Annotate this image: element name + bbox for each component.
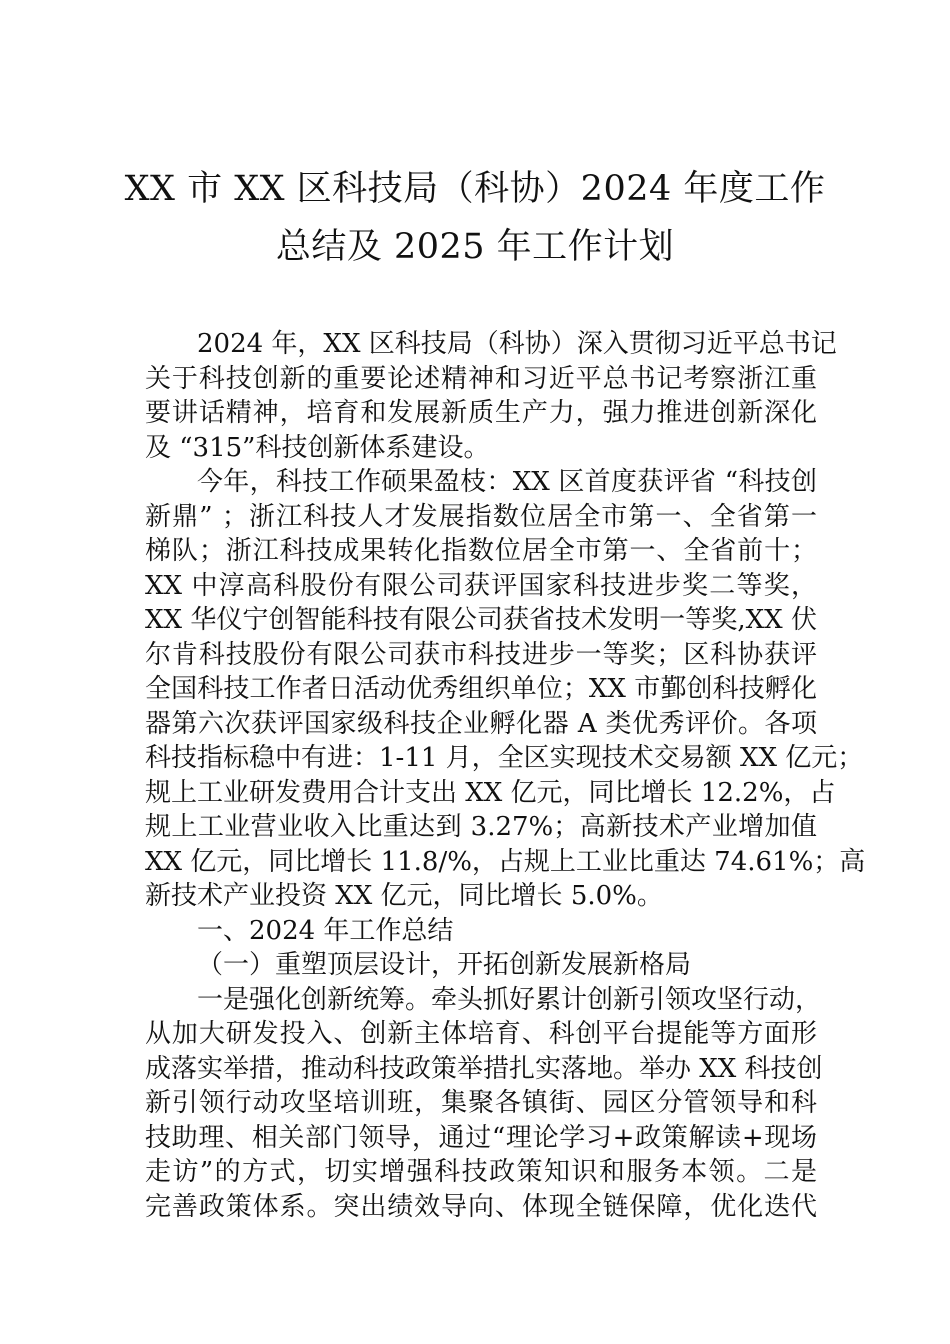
paragraph-achievements [145, 465, 866, 914]
text-line: 一是强化创新统筹。牵头抓好累计创新引领攻坚行动， [197, 984, 822, 1015]
text-line: 新技术产业投资 XX 亿元，同比增长 5.0%。 [145, 881, 663, 911]
text-line: 全国科技工作者日活动优秀组织单位；XX 市鄞创科技孵化 [145, 674, 817, 704]
text-line: 梯队；浙江科技成果转化指数位居全市第一、全省前十； [145, 536, 817, 566]
text-line: 完善政策体系。突出绩效导向、体现全链保障，优化迭代 [145, 1191, 817, 1222]
text-line: XX 华仪宁创智能科技有限公司获省技术发明一等奖,XX 伏 [145, 605, 817, 635]
text-line: 科技指标稳中有进：1-11 月，全区实现技术交易额 XX 亿元； [145, 743, 864, 773]
text-line: 新引领行动攻坚培训班，集聚各镇街、园区分管领导和科 [145, 1088, 817, 1118]
section-heading [145, 914, 817, 949]
text-line: 今年，科技工作硕果盈枝：XX 区首度获评省 “科技创 [197, 467, 817, 497]
text-line: 及 “315”科技创新体系建设。 [145, 432, 490, 463]
document-body [145, 327, 866, 1224]
text-line: 从加大研发投入、创新主体培育、科创平台提能等方面形 [145, 1019, 817, 1049]
paragraph-intro [145, 327, 837, 465]
paragraph-innovation [145, 983, 823, 1225]
text-line: 关于科技创新的重要论述精神和习近平总书记考察浙江重 [145, 363, 817, 394]
text-line: 规上工业营业收入比重达到 3.27%；高新技术产业增加值 [145, 812, 817, 842]
text-line: 2024 年，XX 区科技局（科协）深入贯彻习近平总书记 [197, 329, 837, 359]
text-line: XX 中淳高科股份有限公司获评国家科技进步奖二等奖， [145, 570, 817, 601]
text-line: 走访”的方式，切实增强科技政策知识和服务本领。二是 [145, 1157, 817, 1187]
subsection-heading [145, 948, 817, 983]
text-line: 规上工业研发费用合计支出 XX 亿元，同比增长 12.2%，占 [145, 777, 836, 808]
document-title [120, 160, 830, 276]
text-line: 技助理、相关部门领导，通过“理论学习+政策解读+现场 [145, 1122, 817, 1153]
text-line: 成落实举措，推动科技政策举措扎实落地。举办 XX 科技创 [145, 1053, 823, 1084]
text-line: 要讲话精神，培育和发展新质生产力，强力推进创新深化 [145, 398, 817, 428]
text-line: 器第六次获评国家级科技企业孵化器 A 类优秀评价。各项 [145, 708, 817, 739]
text-line: 尔肯科技股份有限公司获市科技进步一等奖；区科协获评 [145, 639, 817, 670]
text-line: XX 亿元，同比增长 11.8/%，占规上工业比重达 74.61%；高 [145, 846, 866, 877]
title-line-1: XX 市 XX 区科技局（科协）2024 年度工作 [124, 169, 826, 209]
section-heading-text: 一、2024 年工作总结 [197, 915, 454, 946]
subsection-heading-text: （一）重塑顶层设计，开拓创新发展新格局 [197, 950, 692, 980]
text-line: 新鼎” ；浙江科技人才发展指数位居全市第一、全省第一 [145, 501, 817, 532]
title-line-2: 总结及 2025 年工作计划 [275, 227, 675, 267]
